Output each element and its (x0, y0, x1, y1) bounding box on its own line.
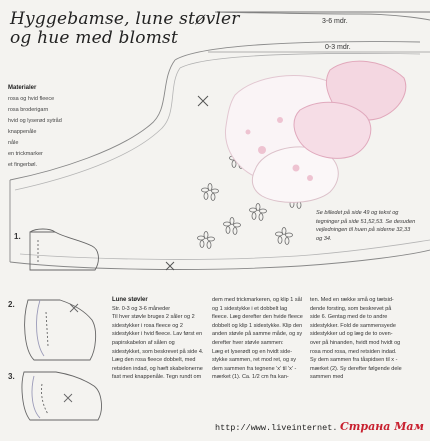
materials-item: en trickmarker (8, 151, 43, 157)
article-paragraph: Læg et lyserødt og en hvidt side-stykke sammen, ret mod ret, og sy dem sammen fra tegnene 'x' til 'x' - mærket (1). Ca. 1/2 cm fra kan- (212, 348, 297, 381)
article-column-3 (310, 296, 402, 382)
photo-caption: Se billedet på side 49 og tekst og tegninger på side 51,52,53. Se desuden vejledningen til huen på siderne 32,33 og 34. (316, 210, 416, 242)
page-title (10, 10, 240, 48)
materials-item: et fingerbøl. (8, 162, 38, 168)
materials-item: nåle (8, 140, 19, 146)
materials-item: rosa og hvid fleece (8, 96, 55, 102)
watermark-url: http://www.liveinternet. (215, 423, 338, 433)
article-paragraph: Str. 0-3 og 3-6 måneder (112, 305, 171, 312)
size-label-3-6: 3-6 mdr. (322, 18, 348, 25)
materials-item: knappenåle (8, 129, 37, 135)
step-number-1: 1. (14, 232, 21, 241)
title-line-1: Hyggebamse, lune støvler (10, 9, 240, 29)
step-2-drawing (25, 300, 96, 360)
step-1-drawing (30, 229, 98, 270)
article-paragraph: dem med trickmarkeren, og klip 1 sål og 1 sidestykke i et dobbelt lag fleece. Læg derefter den hvide fleece dobbelt og klip 1 sidestykke. Klip den anden støvle på samme måde, og sy derefter hver støvle sammen: (212, 297, 303, 346)
booties-photo (225, 61, 405, 202)
article-column-1 (112, 296, 204, 382)
step-number-2: 2. (8, 300, 15, 309)
materials-heading: Materialer (8, 85, 37, 91)
materials-item: rosa broderigarn (8, 107, 49, 113)
step-number-3: 3. (8, 372, 15, 381)
size-label-0-3: 0-3 mdr. (325, 44, 351, 51)
article-heading: Lune støvler (112, 297, 148, 303)
article-column-2 (212, 296, 304, 382)
article-paragraph: Til hver støvle bruges 2 såler og 2 sidestykker i rosa fleece og 2 sidestykker i hvid fleece. Lav først en papirskabelon af sålen og sidestykket, som beskrevet på side 4. Læg den rosa fleece dobbelt, med retsiden indad, og hæft skabelonerne fast med knappenåle. Tegn rundt om (112, 314, 204, 381)
step-3-drawing (22, 372, 101, 420)
title-line-2: og hue med blomst (10, 28, 178, 48)
materials-list (8, 83, 88, 171)
watermark-logo: Страна Мам (340, 420, 424, 433)
article-paragraph: ten. Med en række små og tætsid-dende forsting, som beskrevet på side 6. Gentag med de to andre sidestykker. Fold de sammensyede sidestykker ud og læg de to oven-over på hinanden, hvidt mod hvidt og rosa mod rosa, med retsiden indad. Sy dem sammen fra tåspidsen til x - mærket (2). Sy derefter følgende dele sammen med (310, 297, 402, 381)
materials-item: hvid og lyserød sytråd (8, 118, 62, 124)
